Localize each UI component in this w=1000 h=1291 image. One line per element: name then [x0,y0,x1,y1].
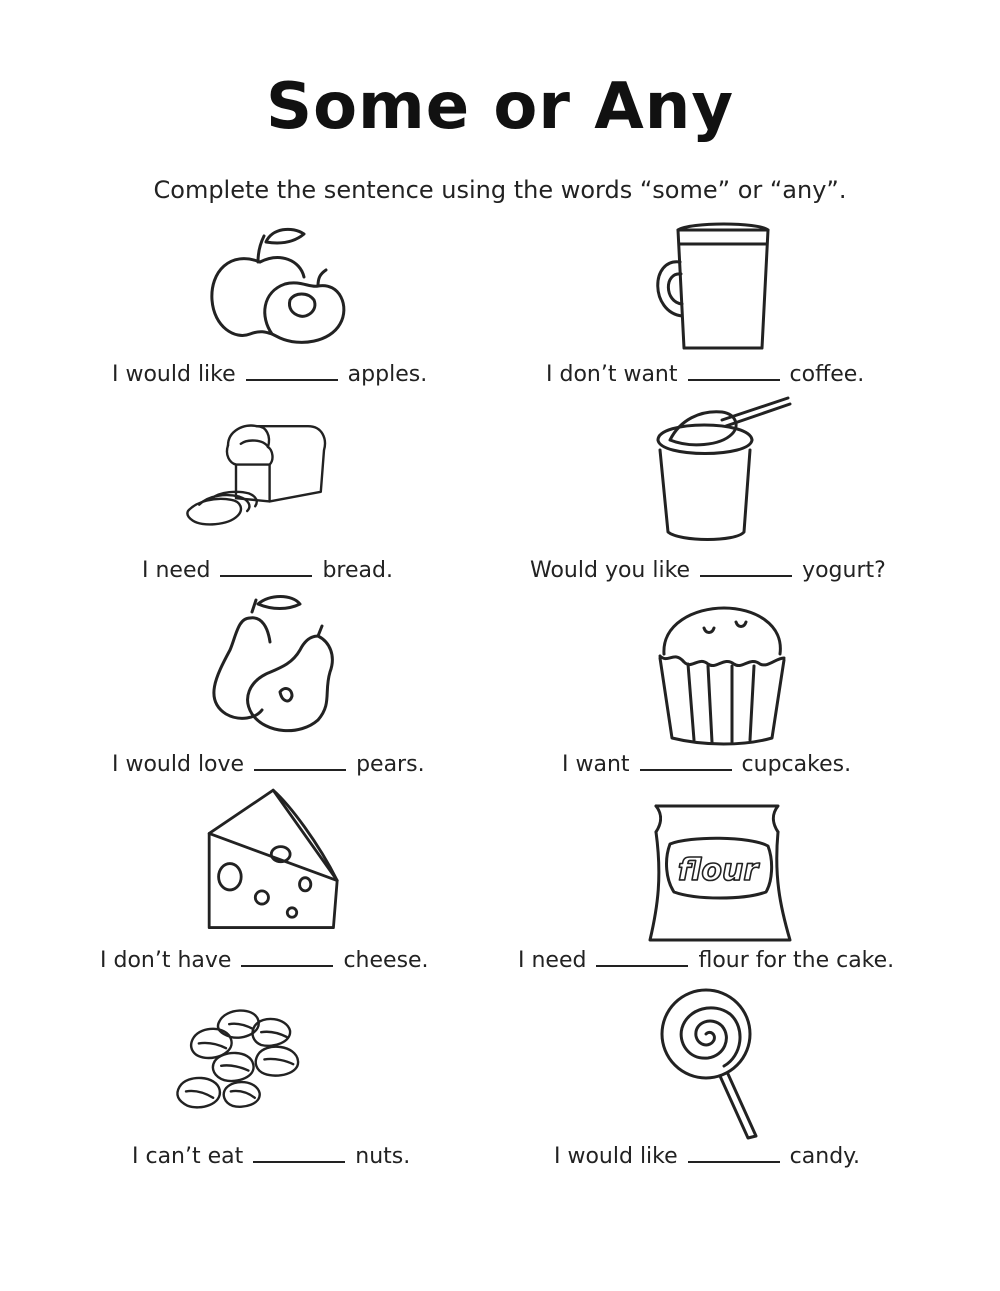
bread-icon [180,400,340,550]
answer-blank-1[interactable] [246,365,338,381]
cheese-icon [196,782,356,932]
sentence-3-before: I need [142,558,211,583]
answer-blank-8[interactable] [596,951,688,967]
sentence-8-after: flour for the cake. [698,948,895,973]
sentence-6-after: cupcakes. [741,752,852,777]
sentence-8-before: I need [518,948,587,973]
lollipop-icon [640,990,800,1140]
coffee-mug-icon [640,212,800,362]
sentence-7-before: I don’t have [100,948,232,973]
sentence-9-after: nuts. [355,1144,411,1169]
sentence-10-after: candy. [789,1144,861,1169]
answer-blank-6[interactable] [640,755,732,771]
sentence-10 [554,1144,860,1169]
answer-blank-3[interactable] [220,561,312,577]
instructions: Complete the sentence using the words “some” or “any”. [153,176,847,204]
sentence-9-before: I can’t eat [132,1144,244,1169]
sentence-3-after: bread. [322,558,393,583]
cupcake-icon [644,604,804,754]
sentence-5 [112,752,425,777]
answer-blank-10[interactable] [688,1147,780,1163]
sentence-8 [518,948,894,973]
sentence-5-before: I would love [112,752,245,777]
sentence-4 [530,558,886,583]
nuts-icon [170,990,330,1140]
sentence-5-after: pears. [356,752,425,777]
sentence-1 [112,362,427,387]
pear-icon [200,596,360,746]
sentence-6 [562,752,851,777]
sentence-4-after: yogurt? [802,558,886,583]
answer-blank-2[interactable] [688,365,780,381]
answer-blank-5[interactable] [254,755,346,771]
worksheet-title: Some or Any [265,70,735,144]
sentence-10-before: I would like [554,1144,678,1169]
sentence-7 [100,948,429,973]
yogurt-icon [640,400,800,550]
flour-bag-icon [640,796,800,946]
flour-bag-label: flour [677,853,759,888]
sentence-3 [142,558,393,583]
sentence-7-after: cheese. [343,948,429,973]
answer-blank-4[interactable] [700,561,792,577]
apple-icon [200,222,360,372]
sentence-1-after: apples. [347,362,428,387]
answer-blank-7[interactable] [241,951,333,967]
sentence-2-before: I don’t want [546,362,678,387]
sentence-2 [546,362,864,387]
sentence-9 [132,1144,410,1169]
sentence-2-after: coffee. [789,362,865,387]
answer-blank-9[interactable] [253,1147,345,1163]
sentence-4-before: Would you like [530,558,691,583]
sentence-1-before: I would like [112,362,236,387]
sentence-6-before: I want [562,752,630,777]
